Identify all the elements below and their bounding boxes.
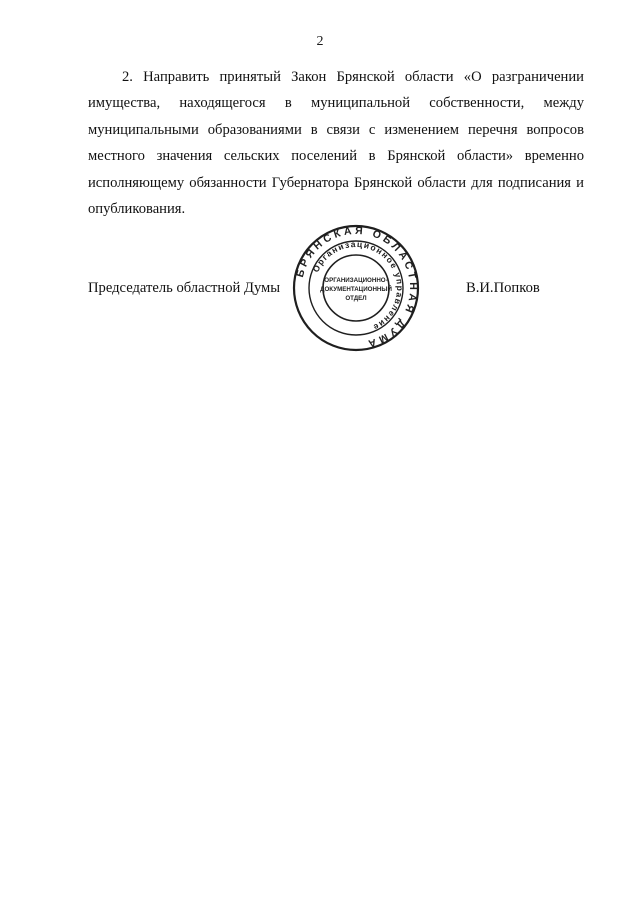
paragraph-line: исполняющему обязанности Губернатора Брянской области для подписания и [88,174,584,191]
paragraph-line: имущества, находящегося в муниципальной собственности, между [88,95,584,112]
signatory-name: В.И.Попков [466,280,540,296]
seal-center-line: ОТДЕЛ [345,295,367,302]
seal-outer-text: БРЯНСКАЯ ОБЛАСТНАЯ ДУМА [294,224,420,351]
paragraph-line: местного значения сельских поселений в Брянской области» временно [88,148,584,165]
body-paragraph [88,64,584,222]
paragraph-line: муниципальными образованиями в связи с изменением перечня вопросов [88,121,584,138]
seal-center-line: ДОКУМЕНТАЦИОННЫЙ [320,286,392,293]
seal-graphic [292,224,420,352]
paragraph-line: 2. Направить принятый Закон Брянской области «О разграничении [122,69,584,85]
page-number: 2 [316,34,324,49]
seal-inner-text: Организационное управление [310,238,406,334]
signatory-title: Председатель областной Думы [88,280,281,296]
paragraph-line: опубликования. [88,201,186,218]
seal-center-line: ОРГАНИЗАЦИОННО- [324,277,388,284]
official-seal [292,224,420,352]
